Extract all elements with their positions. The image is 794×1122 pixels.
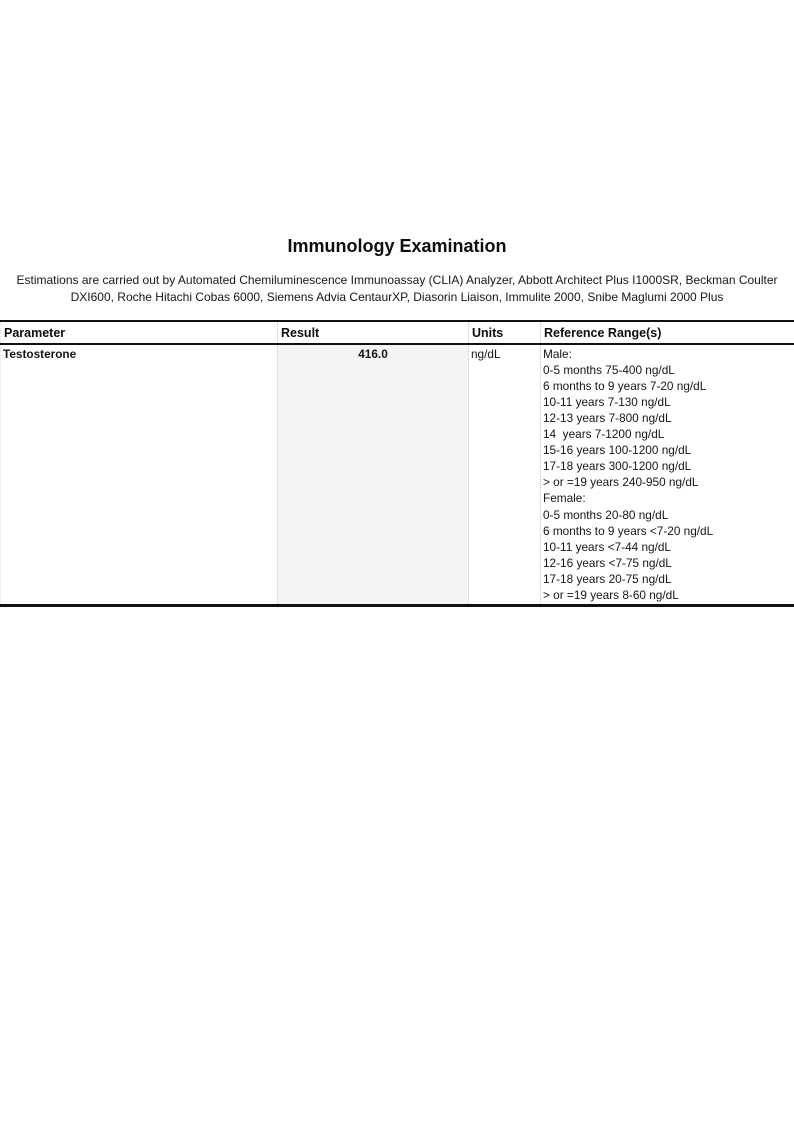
reference-line: Female: <box>543 491 586 506</box>
reference-line: > or =19 years 240-950 ng/dL <box>543 475 699 490</box>
units-cell: ng/dL <box>469 344 541 606</box>
reference-line: Male: <box>543 346 572 361</box>
results-table <box>0 320 794 608</box>
reference-line: 17-18 years 300-1200 ng/dL <box>543 459 692 474</box>
reference-line: 10-11 years 7-130 ng/dL <box>543 394 671 409</box>
method-description: Estimations are carried out by Automated Chemiluminescence Immunoassay (CLIA) Analyzer, Abbott Architect Plus I1000SR, Beckman Coulter DXI600, Roche Hitachi Cobas 6000, Siemens Advia CentaurXP, Diasorin Liaison, Immulite 2000, Snibe Maglumi 2000 Plus <box>16 273 778 305</box>
reference-line: 12-16 years <7-75 ng/dL <box>543 555 672 570</box>
reference-cell <box>541 344 794 606</box>
page-title: Immunology Examination <box>287 236 507 256</box>
table-header-row <box>1 321 794 344</box>
reference-line: 10-11 years <7-44 ng/dL <box>543 539 671 554</box>
table-row <box>1 344 794 606</box>
result-cell: 416.0 <box>278 344 469 606</box>
reference-line: 6 months to 9 years 7-20 ng/dL <box>543 378 707 393</box>
column-header-reference: Reference Range(s) <box>541 321 794 344</box>
reference-line: 15-16 years 100-1200 ng/dL <box>543 443 692 458</box>
reference-line: 17-18 years 20-75 ng/dL <box>543 571 672 586</box>
column-header-result: Result <box>278 321 469 344</box>
reference-line: 0-5 months 20-80 ng/dL <box>543 507 669 522</box>
parameter-cell: Testosterone <box>1 344 278 606</box>
reference-line: 14 years 7-1200 ng/dL <box>543 427 665 442</box>
reference-line: > or =19 years 8-60 ng/dL <box>543 588 679 602</box>
reference-line: 12-13 years 7-800 ng/dL <box>543 410 672 425</box>
column-header-units: Units <box>469 321 541 344</box>
column-header-parameter: Parameter <box>1 321 278 344</box>
reference-line: 0-5 months 75-400 ng/dL <box>543 362 675 377</box>
reference-line: 6 months to 9 years <7-20 ng/dL <box>543 523 714 538</box>
